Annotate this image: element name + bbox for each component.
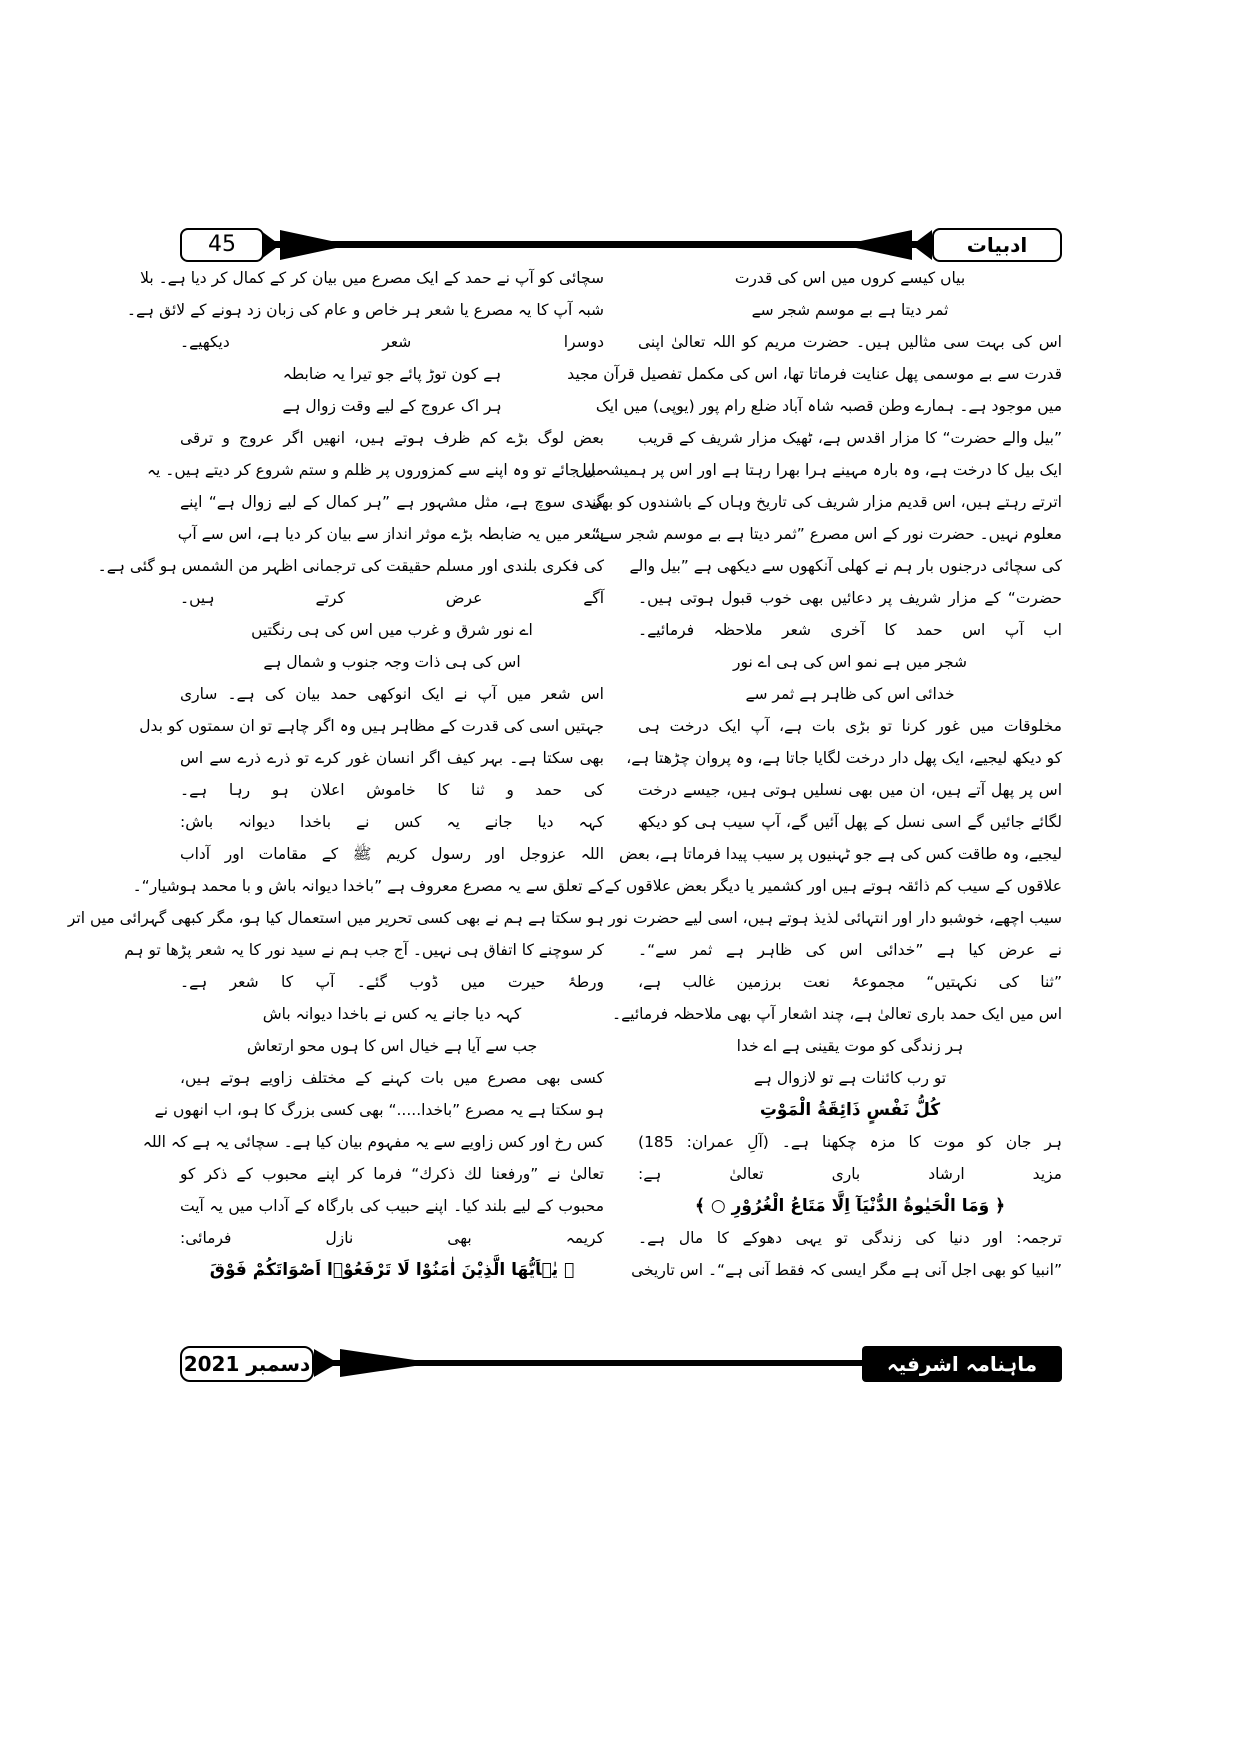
text-line: اللہ عزوجل اور رسول کریم ﷺ کے مقامات اور آداب <box>180 845 604 863</box>
text-line: آگے عرض کرتے ہیں۔ <box>180 589 604 607</box>
magazine-name: ماہنامہ اشرفیہ <box>862 1346 1062 1382</box>
text-line: مخلوقات میں غور کرنا تو بڑی بات ہے، آپ ایک درخت ہی <box>638 717 1062 735</box>
footer-ornament <box>314 1349 338 1377</box>
quran-verse: كُلُّ نَفْسٍ ذَائِقَةُ الْمَوْتِ <box>759 1100 941 1120</box>
text-line: اس پر پھل آتے ہیں، ان میں بھی نسلیں ہوتی ہیں، جیسے درخت <box>638 781 1062 799</box>
text-line: کی سچائی درجنوں بار ہم نے کھلی آنکھوں سے دیکھی ہے ”بیل والے <box>629 557 1062 575</box>
text-line: اب آپ اس حمد کا آخری شعر ملاحظہ فرمائیے۔ <box>638 621 1062 639</box>
header-wedge-right <box>842 230 912 260</box>
quran-verse: ﴿ يٰۤاَيُّهَا الَّذِيْنَ اٰمَنُوْا لَا تَرْفَعُوْۤا اَصْوَاتَكُمْ فَوْقَ <box>209 1260 575 1280</box>
page-number: 45 <box>180 228 264 262</box>
text-line: بعض لوگ بڑے کم ظرف ہوتے ہیں، انھیں اگر عروج و ترقی <box>180 429 604 447</box>
text-line: کے تعلق سے یہ مصرع معروف ہے ”باخدا دیوانہ باش و با محمد ہوشیار“۔ <box>132 877 604 895</box>
text-line: شبہ آپ کا یہ مصرع یا شعر ہر خاص و عام کی زبان زد ہونے کے لائق ہے۔ <box>126 301 604 319</box>
text-line: سیب اچھے، خوشبو دار اور انتہائی لذیذ ہوتے ہیں، اسی لیے حضرت نور <box>608 909 1062 927</box>
section-title: ادبیات <box>932 228 1062 262</box>
verse-line: بیاں کیسے کروں میں اس کی قدرت <box>734 269 966 287</box>
text-line: معلوم نہیں۔ حضرت نور کے اس مصرع ”ثمر دیتا ہے بے موسم شجر سے“ <box>591 525 1062 543</box>
text-line: مل جائے تو وہ اپنے سے کمزوروں پر ظلم و ستم شروع کر دیتے ہیں۔ یہ <box>146 461 604 479</box>
right-column <box>567 262 1062 1286</box>
quran-verse: ﴿ وَمَا الْحَيٰوةُ الدُّنْيَآ اِلَّا مَتَاعُ الْغُرُوْرِ ○ ﴾ <box>694 1196 1006 1216</box>
verse-line: کہہ دیا جانے یہ کس نے باخدا دیوانہ باش <box>262 1005 522 1023</box>
left-column <box>67 262 604 1286</box>
text-line: نے عرض کیا ہے ”خدائی اس کی ظاہر ہے ثمر سے“۔ <box>638 941 1062 959</box>
text-line: گندی سوچ ہے، مثل مشہور ہے ”ہر کمال کے لیے زوال ہے“ اپنے <box>180 493 604 511</box>
verse-line: شجر میں ہے نمو اس کی ہی اے نور <box>733 653 967 671</box>
text-line: کسی بھی مصرع میں بات کہنے کے مختلف زاویے ہوتے ہیں، <box>180 1069 604 1087</box>
verse-line: ہر زندگی کو موت یقینی ہے اے خدا <box>736 1037 964 1055</box>
verse-line: تو رب کائنات ہے تو لازوال ہے <box>753 1069 947 1087</box>
text-line: بھی سکتا ہے۔ بہر کیف اگر انسان غور کرے تو ذرے ذرے سے اس <box>180 749 604 767</box>
text-line: تعالیٰ نے ”ورفعنا لك ذكرك“ فرما کر اپنے محبوب کے ذکر کو <box>180 1165 604 1183</box>
header-ornament-right <box>912 230 932 260</box>
footer-wedge <box>340 1349 435 1377</box>
text-line: حضرت“ کے مزار شریف پر دعائیں بھی خوب قبول ہوتی ہیں۔ <box>638 589 1062 607</box>
text-line: ورطۂ حیرت میں ڈوب گئے۔ آپ کا شعر ہے۔ <box>180 973 604 991</box>
text-line: ہو سکتا ہے ہم نے بھی کسی تحریر میں استعمال کیا ہو، مگر کبھی گہرائی میں اتر <box>67 909 604 927</box>
verse-line: ہر اک عروج کے لیے وقت زوال ہے <box>282 397 502 415</box>
text-line: ”انبیا کو بھی اجل آنی ہے مگر ایسی کہ فقط آنی ہے“۔ اس تاریخی <box>631 1261 1062 1279</box>
text-line: ہر جان کو موت کا مزہ چکھنا ہے۔ (آلِ عمران: 185) <box>638 1133 1062 1151</box>
text-line: ایک بیل کا درخت ہے، وہ بارہ مہینے ہرا بھرا رہتا ہے اور اس پر ہمیشہ بیل <box>575 461 1062 479</box>
text-line: دوسرا شعر دیکھیے۔ <box>180 333 604 351</box>
text-line: کر سوچنے کا اتفاق ہی نہیں۔ آج جب ہم نے سید نور کا یہ شعر پڑھا تو ہم <box>124 941 604 959</box>
text-line: کو دیکھ لیجیے، ایک پھل دار درخت لگایا جاتا ہے، وہ پروان چڑھتا ہے، <box>626 749 1062 767</box>
text-line: جہتیں اسی کی قدرت کے مظاہر ہیں وہ اگر چاہے تو ان سمتوں کو بدل <box>139 717 604 735</box>
verse-line: ثمر دیتا ہے بے موسم شجر سے <box>751 301 949 319</box>
text-line: اس کی بہت سی مثالیں ہیں۔ حضرت مریم کو اللہ تعالیٰ اپنی <box>638 333 1062 351</box>
text-line: لگائے جائیں گے اسی نسل کے پھل آئیں گے، آپ سیب ہی کو دیکھ <box>638 813 1062 831</box>
issue-date: دسمبر 2021 <box>180 1346 314 1382</box>
verse-line: جب سے آیا ہے خیال اس کا ہوں محو ارتعاش <box>246 1037 538 1055</box>
text-line: کی حمد و ثنا کا خاموش اعلان ہو رہا ہے۔ <box>180 781 604 799</box>
text-line: اترتے رہتے ہیں، اس قدیم مزار شریف کی تاریخ وہاں کے باشندوں کو بھی <box>588 493 1062 511</box>
text-line: کی فکری بلندی اور مسلم حقیقت کی ترجمانی اظہر من الشمس ہو گئی ہے۔ <box>97 557 604 575</box>
header-wedge-left <box>280 230 350 260</box>
text-line: ”بیل والے حضرت“ کا مزار اقدس ہے، ٹھیک مزار شریف کے قریب <box>638 429 1062 447</box>
text-line: اس شعر میں آپ نے ایک انوکھی حمد بیان کی ہے۔ ساری <box>180 685 604 703</box>
text-line: اس میں ایک حمد باری تعالیٰ ہے، چند اشعار آپ بھی ملاحظہ فرمائیے۔ <box>612 1005 1062 1023</box>
verse-line: اے نور شرق و غرب میں اس کی ہی رنگتیں <box>251 621 533 639</box>
text-line: کہہ دیا جانے یہ کس نے باخدا دیوانہ باش: <box>180 813 604 831</box>
text-line: علاقوں کے سیب کم ذائقہ ہوتے ہیں اور کشمیر یا دیگر بعض علاقوں کے <box>604 877 1062 895</box>
text-line: مزید ارشاد باری تعالیٰ ہے: <box>638 1165 1062 1183</box>
header-rule <box>254 241 934 248</box>
text-line: شعر میں یہ ضابطہ بڑے موثر انداز سے بیان کر دیا ہے، اس سے آپ <box>177 525 604 543</box>
text-line: سچائی کو آپ نے حمد کے ایک مصرع میں بیان کر کے کمال کر دیا ہے۔ بلا <box>140 269 604 287</box>
text-line: لیجیے، وہ طاقت کس کی ہے جو ٹہنیوں پر سیب پیدا فرماتا ہے، بعض <box>619 845 1062 863</box>
text-line: ”ثنا کی نکہتیں“ مجموعۂ نعت برزمین غالب ہے، <box>638 973 1062 991</box>
text-line: قدرت سے بے موسمی پھل عنایت فرماتا تھا، اس کی مکمل تفصیل قرآن مجید <box>567 365 1062 383</box>
text-line: ہو سکتا ہے یہ مصرع ”باخدا.....“ بھی کسی بزرگ کا ہو، اب انھوں نے <box>154 1101 604 1119</box>
verse-line: خدائی اس کی ظاہر ہے ثمر سے <box>745 685 955 703</box>
verse-line: ہے کون توڑ پائے جو تیرا یہ ضابطہ <box>282 365 502 383</box>
text-line: کریمہ بھی نازل فرمائی: <box>180 1229 604 1247</box>
text-line: میں موجود ہے۔ ہمارے وطن قصبہ شاہ آباد ضلع رام پور (یوپی) میں ایک <box>595 397 1062 415</box>
text-line: کس رخ اور کس زاویے سے یہ مفہوم بیان کیا ہے۔ سچائی یہ ہے کہ اللہ <box>142 1133 604 1151</box>
text-line: محبوب کے لیے بلند کیا۔ اپنے حبیب کی بارگاہ کے آداب میں یہ آیت <box>180 1197 604 1215</box>
verse-line: اس کی ہی ذات وجہ جنوب و شمال ہے <box>263 653 521 671</box>
page-footer <box>180 1346 1062 1386</box>
page-header <box>180 228 1062 262</box>
text-line: ترجمہ: اور دنیا کی زندگی تو یہی دھوکے کا مال ہے۔ <box>638 1229 1062 1247</box>
